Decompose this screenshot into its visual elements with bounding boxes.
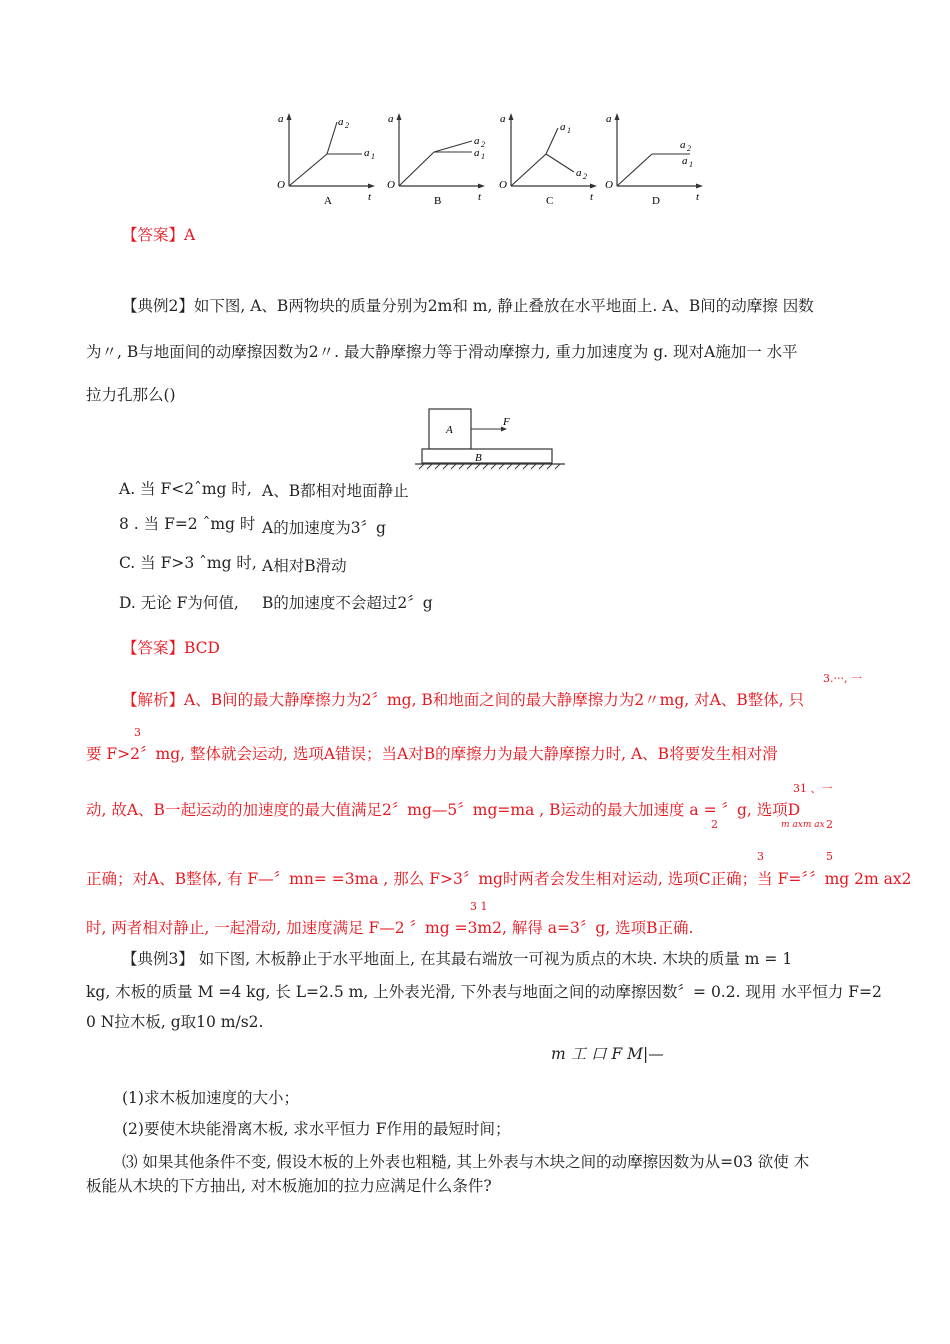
option-b-result: A的加速度为3〞g bbox=[262, 519, 386, 537]
force-label: F bbox=[503, 416, 510, 428]
svg-text:2: 2 bbox=[583, 172, 587, 181]
graph-c bbox=[499, 113, 597, 207]
block-b-label: B bbox=[475, 452, 482, 464]
option-b-condition: 8 . 当 F=2 ˆmg 时 bbox=[119, 515, 256, 533]
graph-d bbox=[605, 113, 703, 207]
svg-text:a: a bbox=[474, 147, 480, 159]
answer-2: 【答案】BCD bbox=[122, 639, 220, 657]
svg-text:1: 1 bbox=[567, 126, 571, 135]
option-c-condition: C. 当 F>3 ˆmg 时, bbox=[119, 554, 257, 572]
option-c-result: A相对B滑动 bbox=[262, 557, 347, 575]
analysis-line-4: 正确；对A、B整体, 有 F—〞mn= =3ma , 那么 F>3〞mg时两者会发生相对运动, 选项C正确；当 F=〞〞mg 2m ax2 bbox=[86, 870, 912, 888]
example-2-line-2: 为〃, B与地面间的动摩擦因数为2〃. 最大静摩擦力等于滑动摩擦力, 重力加速度为 g. 现对A施加一 水平 bbox=[86, 343, 798, 361]
example-3-line-2: kg, 木板的质量 M =4 kg, 长 L=2.5 m, 上外表光滑, 下外表与地面之间的动摩擦因数〞= 0.2. 现用 水平恒力 F=2 bbox=[86, 983, 882, 1001]
svg-text:a: a bbox=[500, 113, 506, 125]
svg-text:D: D bbox=[652, 195, 660, 207]
svg-text:t: t bbox=[590, 191, 594, 203]
svg-text:B: B bbox=[434, 195, 442, 207]
svg-text:t: t bbox=[478, 191, 482, 203]
svg-text:O: O bbox=[387, 179, 395, 191]
svg-text:1: 1 bbox=[481, 152, 485, 161]
block-diagram bbox=[415, 405, 570, 475]
svg-text:1: 1 bbox=[689, 160, 693, 169]
curve-label-lower: a bbox=[364, 147, 370, 159]
origin-label: O bbox=[277, 179, 285, 191]
svg-text:a: a bbox=[680, 139, 686, 151]
svg-text:a: a bbox=[606, 113, 612, 125]
question-2: (2)要使木块能滑离木板, 求水平恒力 F作用的最短时间； bbox=[122, 1120, 511, 1138]
svg-text:O: O bbox=[499, 179, 507, 191]
example-3-line-1: 【典例3】 如下图, 木板静止于水平地面上, 在其最右端放一可视为质点的木块. 木块的质量 m = 1 bbox=[122, 950, 793, 968]
svg-text:a: a bbox=[682, 155, 688, 167]
graph-caption: A bbox=[324, 195, 332, 207]
svg-text:O: O bbox=[605, 179, 613, 191]
answer-1: 【答案】A bbox=[122, 226, 196, 244]
option-a-result: A、B都相对地面静止 bbox=[262, 482, 409, 500]
y-axis-label: a bbox=[278, 113, 284, 125]
svg-text:a: a bbox=[388, 113, 394, 125]
example-2-line-3: 拉力孔那么() bbox=[86, 386, 176, 404]
question-3-line-2: 板能从木块的下方抽出, 对木板施加的拉力应满足什么条件? bbox=[86, 1177, 492, 1195]
example-2-line-1: 【典例2】如下图, A、B两物块的质量分别为2m和 m, 静止叠放在水平地面上. A、B间的动摩擦 因数 bbox=[122, 297, 814, 315]
analysis-line-5: 时, 两者相对静止, 一起滑动, 加速度满足 F—2 〞mg =3m2, 解得 a=3〞g, 选项B正确. bbox=[86, 919, 694, 937]
block-a-label: A bbox=[446, 424, 453, 436]
option-d-result: B的加速度不会超过2〞g bbox=[262, 594, 433, 612]
question-3-line-1: ⑶ 如果其他条件不变, 假设木板的上外表也粗糙, 其上外表与木块之间的动摩擦因数为从=03 欲使 木 bbox=[122, 1153, 810, 1171]
svg-text:2: 2 bbox=[481, 140, 485, 149]
graph-b bbox=[387, 113, 485, 207]
svg-text:1: 1 bbox=[371, 152, 375, 161]
analysis-line-2: 要 F>2〞mg, 整体就会运动, 选项A错误；当A对B的摩擦力为最大静摩擦力时, A、B将要发生相对滑 bbox=[86, 745, 778, 763]
analysis-line-3: 动, 故A、B一起运动的加速度的最大值满足2〞mg—5〞mg=ma , B运动的最大加速度 a = 〞g, 选项D bbox=[86, 801, 801, 819]
svg-text:a: a bbox=[560, 121, 566, 133]
svg-text:a: a bbox=[576, 167, 582, 179]
graph-a bbox=[277, 113, 375, 207]
svg-text:2: 2 bbox=[687, 144, 691, 153]
svg-text:t: t bbox=[696, 191, 700, 203]
analysis-line-1: 【解析】A、B间的最大静摩擦力为2〞mg, B和地面之间的最大静摩擦力为2〃mg, 对A、B整体, 只 bbox=[122, 691, 805, 709]
acceleration-graphs bbox=[272, 108, 712, 208]
example-3-line-3: 0 N拉木板, g取10 m/s2. bbox=[86, 1013, 264, 1031]
option-a-condition: A. 当 F<2ˆmg 时, bbox=[119, 480, 252, 498]
svg-text:2: 2 bbox=[345, 121, 349, 130]
option-d-condition: D. 无论 F为何值, bbox=[119, 594, 239, 612]
example-3-figure-text: m 工 口 F M|— bbox=[551, 1045, 664, 1063]
svg-text:C: C bbox=[546, 195, 554, 207]
question-1: (1)求木板加速度的大小； bbox=[122, 1089, 299, 1107]
x-axis-label: t bbox=[368, 191, 372, 203]
curve-label-upper: a bbox=[338, 116, 344, 128]
svg-text:a: a bbox=[474, 135, 480, 147]
